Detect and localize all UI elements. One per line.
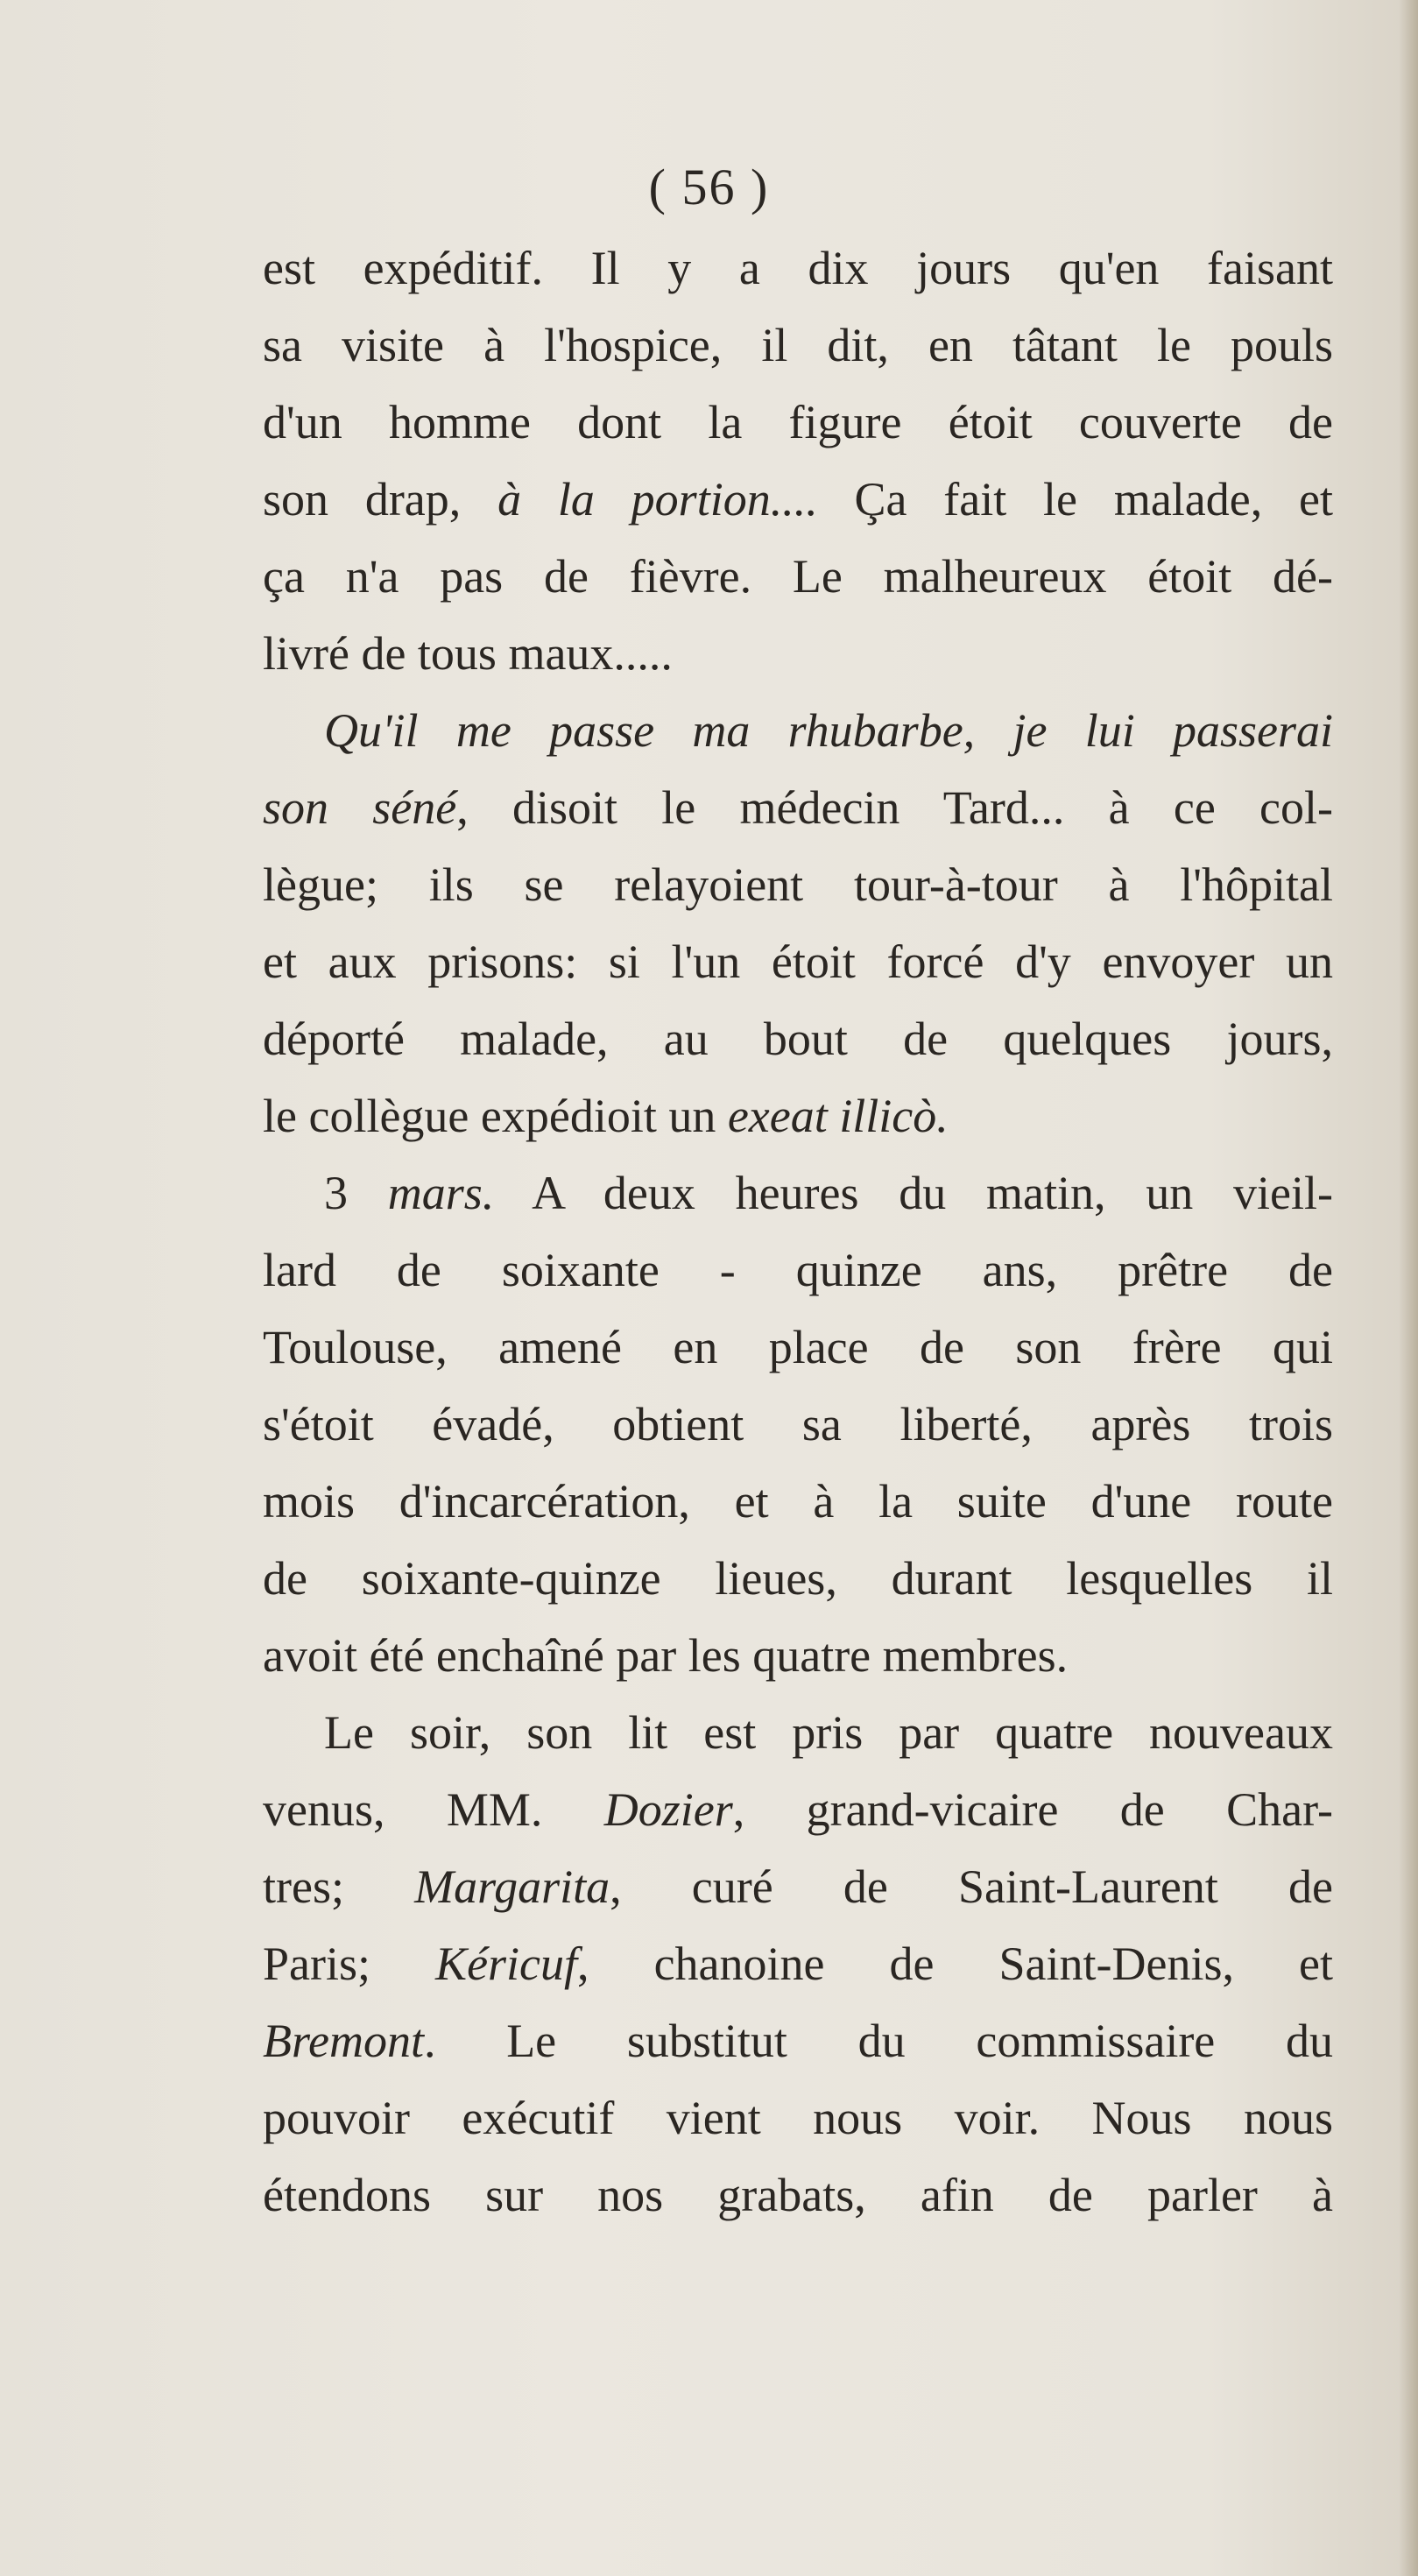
text-segment: et aux prisons: si l'un étoit forcé d'y envoyer un	[263, 935, 1333, 988]
text-line	[263, 1232, 1333, 1309]
text-line	[263, 1540, 1333, 1617]
italic-text-segment: son séné	[263, 781, 457, 834]
italic-text-segment: à la portion....	[497, 473, 818, 526]
text-segment: ça n'a pas de fièvre. Le malheureux étoit dé-	[263, 550, 1333, 603]
text-segment: étendons sur nos grabats, afin de parler à	[263, 2169, 1333, 2221]
text-line	[263, 615, 1333, 692]
italic-text-segment: Kéricuf	[435, 1937, 578, 1990]
text-segment: A deux heures du matin, un vieil-	[494, 1167, 1334, 1219]
text-segment: s'étoit évadé, obtient sa liberté, après trois	[263, 1398, 1333, 1450]
text-segment: d'un homme dont la figure étoit couverte de	[263, 396, 1333, 448]
text-segment: , chanoine de Saint-Denis, et	[577, 1937, 1333, 1990]
text-line	[263, 1154, 1333, 1232]
text-line	[263, 846, 1333, 923]
text-segment: est expéditif. Il y a dix jours qu'en faisant	[263, 242, 1333, 294]
text-segment: , disoit le médecin Tard... à ce col-	[456, 781, 1334, 834]
text-segment: tres;	[263, 1860, 415, 1913]
text-line	[263, 2002, 1333, 2079]
text-segment: lard de soixante - quinze ans, prêtre de	[263, 1244, 1333, 1296]
text-line	[263, 307, 1333, 384]
text-segment: Toulouse, amené en place de son frère qui	[263, 1321, 1333, 1373]
text-segment: livré de tous maux.....	[263, 627, 673, 680]
text-line	[263, 692, 1333, 769]
italic-text-segment: Dozier	[603, 1783, 733, 1836]
text-segment: Le soir, son lit est pris par quatre nouveaux	[324, 1706, 1333, 1759]
text-line	[263, 2156, 1333, 2234]
text-segment: de soixante-quinze lieues, durant lesquelles il	[263, 1552, 1333, 1605]
italic-text-segment: Bremont	[263, 2015, 424, 2067]
text-line	[263, 1694, 1333, 1771]
text-line	[263, 769, 1333, 846]
text-line	[263, 1077, 1333, 1154]
italic-text-segment: Margarita	[414, 1860, 610, 1913]
text-line	[263, 1000, 1333, 1077]
text-line	[263, 538, 1333, 615]
page-edge	[1399, 0, 1418, 2576]
text-segment: . Le substitut du commissaire du	[423, 2015, 1333, 2067]
text-line	[263, 1848, 1333, 1925]
italic-text-segment: Qu'il me passe ma rhubarbe, je lui passerai	[324, 704, 1333, 757]
italic-text-segment: mars.	[387, 1167, 495, 1219]
text-line	[263, 1386, 1333, 1463]
text-line	[263, 1617, 1333, 1694]
text-segment: mois d'incarcération, et à la suite d'une route	[263, 1475, 1333, 1528]
text-line	[263, 1771, 1333, 1848]
text-segment: lègue; ils se relayoient tour-à-tour à l'hôpital	[263, 858, 1333, 911]
page-number: ( 56 )	[648, 159, 770, 215]
text-segment: pouvoir exécutif vient nous voir. Nous nous	[263, 2092, 1333, 2144]
text-segment: 3	[324, 1167, 388, 1219]
text-segment: , curé de Saint-Laurent de	[610, 1860, 1333, 1913]
text-segment: avoit été enchaîné par les quatre membres.	[263, 1629, 1069, 1682]
text-segment: le collègue expédioit un	[263, 1090, 728, 1142]
text-line	[263, 229, 1333, 307]
text-segment: Ça fait le malade, et	[817, 473, 1333, 526]
text-line	[263, 384, 1333, 461]
text-segment: déporté malade, au bout de quelques jours,	[263, 1013, 1333, 1065]
text-segment: sa visite à l'hospice, il dit, en tâtant le pouls	[263, 319, 1333, 371]
text-line	[263, 1309, 1333, 1386]
italic-text-segment: exeat illicò.	[727, 1090, 949, 1142]
text-line	[263, 1463, 1333, 1540]
text-line	[263, 1925, 1333, 2002]
body-text	[263, 229, 1333, 2234]
text-segment: son drap,	[263, 473, 498, 526]
text-segment: , grand-vicaire de Char-	[732, 1783, 1333, 1836]
text-segment: Paris;	[263, 1937, 436, 1990]
text-line	[263, 461, 1333, 538]
text-segment: venus, MM.	[263, 1783, 604, 1836]
text-line	[263, 923, 1333, 1000]
text-line	[263, 2079, 1333, 2156]
